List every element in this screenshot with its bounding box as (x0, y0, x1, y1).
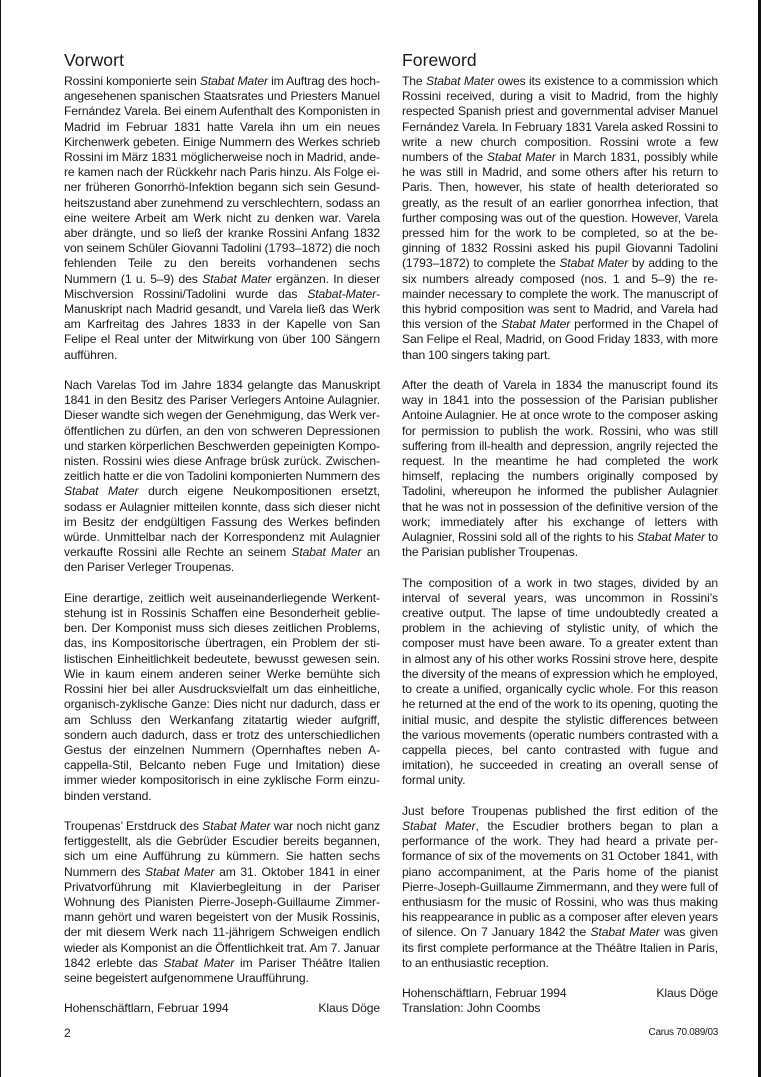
place-date: Hohenschäftlarn, Februar 1994 (64, 1001, 229, 1016)
work-title-italic: Stabat Mater (144, 864, 215, 879)
work-title-italic: Stabat Mater (202, 271, 272, 286)
english-column (402, 49, 718, 1017)
work-title-italic: Stabat Mater (64, 484, 139, 499)
catalog-reference: Carus 70.089/03 (648, 1027, 718, 1038)
german-paragraph: Nach Varelas Tod im Jahre 1834 gelangte das Manuskript 1841 in den Besitz des Pariser Verlegers Antoine Aulagnier. Dieser wandte sich wegen der Genehmigung, das Werk veröffentlichen zu dürfen, an den von schweren Depressionen und starken körperlichen Beschwerden gepeinigten Komponisten. Rossini wies diese Anfrage brüsk zurück. Zwischenzeitlich hatte er die von Tadolini komponierten Nummern des Stabat Mater durch eigene Neukompositionen ersetzt, sodass er Aulagnier mitteilen konnte, dass sich dieser nicht im Besitz der endgültigen Fassung des Werkes befinden würde. Unmittelbar nach der Korrespondenz mit Aulagnier verkaufte Rossini alle Rechte an seinem Stabat Mater an den Pariser Verleger Troupenas. (64, 378, 380, 575)
work-title-italic: Stabat Mater (636, 530, 705, 545)
english-paragraph: The Stabat Mater owes its existence to a commission which Rossini received, during a visit to Madrid, from the highly respected Spanish priest and governmental adviser Manuel Fernández Varela. In February 1831 Varela asked Rossini to write a new church composition. Rossini wrote a few numbers of the Stabat Mater in March 1831, possibly while he was still in Madrid, and some others after his return to Paris. Then, however, his state of health deteriorated so greatly, as the result of an earlier gonorrhea infection, that further composing was out of the question. However, Varela pressed him for the work to be completed, so at the beginning of 1832 Rossini asked his pupil Giovanni Tadolini (1793–1872) to complete the Stabat Mater by adding to the six numbers already composed (nos. 1 and 5–9) the remainder necessary to complete the work. The manuscript of this hybrid composition was sent to Madrid, and Varela had this version of the Stabat Mater performed in the Chapel of San Felipe el Real, Madrid, on Good Friday 1833, with more than 100 singers taking part. (402, 74, 718, 362)
page-edge-left (0, 0, 1, 1077)
work-title-italic: Stabat Mater (163, 955, 235, 970)
german-paragraph: Eine derartige, zeitlich weit auseinanderliegende Werkentstehung ist in Rossinis Schaffen eine Besonderheit geblieben. Der Komponist muss sich dieses zeitlichen Problems, das, ins Kompositorische übertragen, ein Problem der stilistischen Einheitlichkeit bedeutete, bewusst gewesen sein. Wie in kaum einem anderen seiner Werke bemühte sich Rossini hier bei aller Ausdrucksvielfalt um das einheitliche, organisch-zyklische Ganze: Dies nicht nur dadurch, dass er am Schluss den Werkanfang zitatartig wieder aufgriff, sondern auch dadurch, dass er trotz des unterschiedlichen Gestus der einzelnen Nummern (Opernhaftes neben A-cappella-Stil, Belcanto neben Fuge und Imitation) diese immer wieder kompositorisch in eine zyklische Form einzubinden verstand. (64, 590, 380, 803)
german-paragraph: Rossini komponierte sein Stabat Mater im Auftrag des hochangesehenen spanischen Staatsrates und Priesters Manuel Fernández Varela. Bei einem Aufenthalt des Komponisten in Madrid im Februar 1831 hatte Varela ihn um ein neues Kirchenwerk gebeten. Einige Nummern des Werkes schrieb Rossini im März 1831 möglicherweise noch in Madrid, andere kamen nach der Rückkehr nach Paris hinzu. Als Folge einer früheren Gonorrhö-Infektion begann sich sein Gesundheitszustand aber zunehmend zu verschlechtern, sodass an eine weitere Arbeit am Werk nicht zu denken war. Varela aber drängte, und so ließ der kranke Rossini Anfang 1832 von seinem Schüler Giovanni Tadolini (1793–1872) die noch fehlenden Teile zu den bereits vorhandenen sechs Nummern (1 u. 5–9) des Stabat Mater ergänzen. In dieser Mischversion Rossini/Tadolini wurde das Stabat-Mater-Manuskript nach Madrid gesandt, und Varela ließ das Werk am Karfreitag des Jahres 1833 in der Kapelle von San Felipe el Real unter der Mitwirkung von über 100 Sängern aufführen. (64, 74, 380, 362)
german-signature (64, 1001, 380, 1016)
author-name: Klaus Döge (656, 986, 718, 1001)
english-signature (402, 986, 718, 1001)
english-title: Foreword (402, 50, 477, 70)
english-paragraph: The composition of a work in two stages, divided by an interval of several years, was uncommon in Rossini’s creative output. The lapse of time undoubtedly created a problem in the achieving of stylistic unity, of which the composer must have been aware. To a greater extent than in almost any of his other works Rossini strove here, despite the diversity of the means of expression which he employed, to create a unified, organically cyclic whole. For this reason he returned at the end of the work to its opening, quoting the initial music, and despite the stylistic differences between the various movements (operatic numbers contrasted with a cappella pieces, bel canto contrasted with fugue and imitation), he succeeded in creating an overall sense of formal unity. (402, 575, 718, 788)
work-title-italic: Stabat-Mater (307, 286, 377, 301)
page-number: 2 (64, 1026, 71, 1040)
work-title-italic: Stabat Mater (199, 74, 268, 88)
work-title-italic: Stabat Mater (291, 545, 362, 560)
english-paragraph: After the death of Varela in 1834 the manuscript found its way in 1841 into the possession of the Parisian publisher Antoine Aulagnier. He at once wrote to the composer asking for permission to publish the work. Rossini, who was still suffering from ill-health and depression, angrily rejected the request. In the meantime he had completed the work himself, replacing the numbers originally composed by Tadolini, whereupon he informed the publisher Aulagnier that he was not in possession of the definitive version of the work; immediately after his exchange of letters with Aulagnier, Rossini sold all of the rights to his Stabat Mater to the Parisian publisher Troupenas. (402, 378, 718, 560)
work-title-italic: Stabat Mater (501, 317, 571, 332)
work-title-italic: Stabat Mater (402, 818, 476, 833)
work-title-italic: Stabat Mater (202, 818, 271, 833)
german-paragraph: Troupenas’ Erstdruck des Stabat Mater war noch nicht ganz fertiggestellt, als die Gebrüder Escudier bereits begannen, sich um eine Aufführung zu kümmern. Sie hatten sechs Nummern des Stabat Mater am 31. Oktober 1841 in einer Privatvorführung mit Klavierbegleitung in der Pariser Wohnung des Pianisten Pierre-Joseph-Guillaume Zimmermann gehört und waren begeistert von der Musik Rossinis, der mit diesem Werk nach 11-jährigem Schweigen endlich wieder als Komponist an die Öffentlichkeit trat. Am 7. Januar 1842 erlebte das Stabat Mater im Pariser Théâtre Italien seine begeistert aufgenommene Uraufführung. (64, 818, 380, 985)
german-column (64, 49, 380, 1017)
work-title-italic: Stabat Mater (559, 256, 629, 271)
work-title-italic: Stabat Mater (590, 925, 660, 940)
translation-credit: Translation: John Coombs (402, 1001, 541, 1016)
english-paragraph: Just before Troupenas published the first edition of the Stabat Mater, the Escudier brothers began to plan a performance of the work. They had heard a private performance of six of the movements on 31 October 1841, with piano accompaniment, at the Paris home of the pianist Pierre-Joseph-Guillaume Zimmermann, and they were full of enthusiasm for the music of Rossini, who was thus making his reappearance in public as a composer after eleven years of silence. On 7 January 1842 the Stabat Mater was given its first complete performance at the Théâtre Italien in Paris, to an enthusiastic reception. (402, 803, 718, 970)
german-title: Vorwort (64, 50, 125, 70)
author-name: Klaus Döge (318, 1001, 380, 1016)
work-title-italic: Stabat Mater (486, 150, 556, 165)
work-title-italic: Stabat Mater (426, 74, 495, 88)
place-date: Hohenschäftlarn, Februar 1994 (402, 986, 567, 1001)
